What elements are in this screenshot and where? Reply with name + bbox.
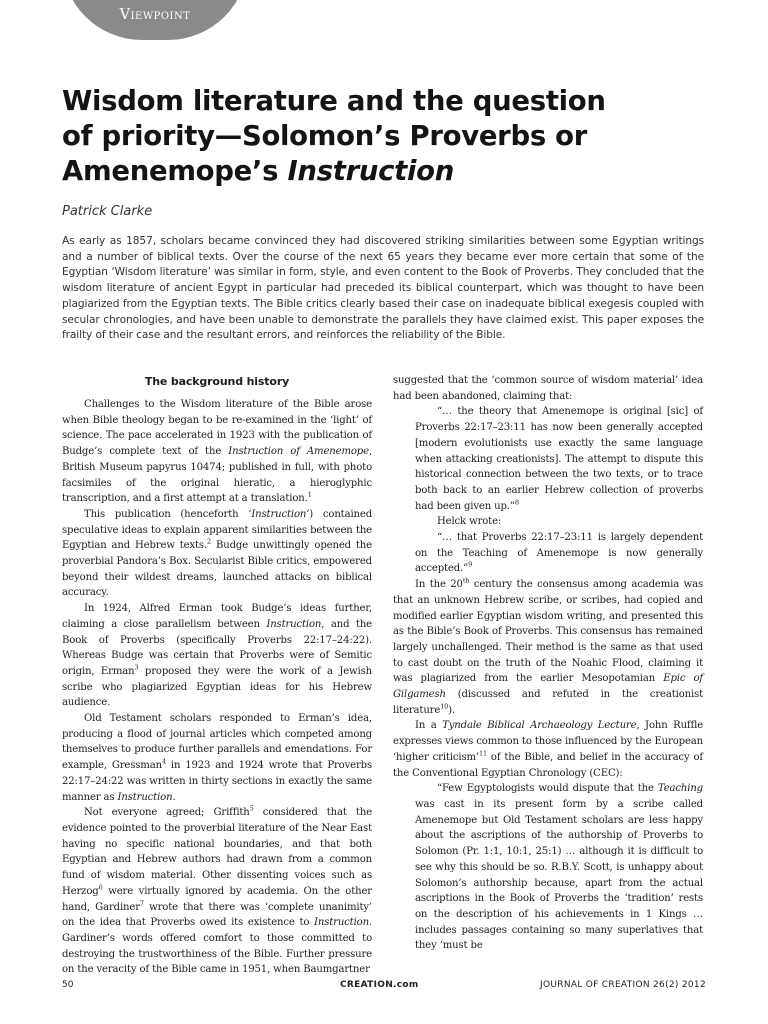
footnote-ref: 4	[161, 757, 166, 766]
section-heading: The background history	[144, 375, 290, 388]
body-column-left	[62, 373, 372, 978]
section-tab-label: Viewpoint	[119, 7, 191, 23]
paragraph: Not everyone agreed; Griffith$^5$ considered that the evidence pointed to the proverbial literature of the Near East having no specific national boundaries, and that both Egyptian and Hebrew authors had drawn from a common fund of wisdom material. Other dissenting voices such as Herzog$^6$ were virtually ignored by academia. On the other hand, Gardiner$^7$ wrote that there was ‘complete unanimity’ on the idea that Proverbs owed its existence to Instruction. Gardiner’s words offered comfort to those committed to destroying the trustworthiness of the Bible. Further pressure on the veracity of the Bible came in 1951, when Baumgartner	[62, 804, 372, 976]
paragraph: This publication (henceforth ‘Instruction’) contained speculative ideas to explain apparent similarities between the Egyptian and Hebrew texts.$^2$ Budge unwittingly opened the proverbial Pandora’s Box. Secularist Bible critics, empowered beyond their wildest dreams, launched attacks on biblical accuracy.	[62, 508, 373, 599]
title-line-3: Amenemope’s	[62, 155, 288, 187]
paragraph: In the 20th century the consensus among academia was that an unknown Hebrew scribe, or scribes, had copied and modified earlier Egyptian wisdom writing, and presented this as the Bible’s Book of Proverbs. This consensus has remained largely unchallenged. Their method is the same as that used to cast doubt on the truth of the Noahic Flood, claiming it was plagiarized from the earlier Mesopotamian Epic of Gilgamesh (discussed and refuted in the creationist literature$^{10}$).	[393, 576, 704, 716]
article-title	[62, 84, 722, 189]
footnote-ref: 2	[207, 537, 212, 546]
footnote-ref: 11	[478, 749, 487, 758]
author-name: Patrick Clarke	[62, 204, 153, 219]
paragraph: In a Tyndale Biblical Archaeology Lecture, John Ruffle expresses views common to those influenced by the European ‘higher criticism’$^{11}$ of the Bible, and belief in the accuracy of the Conventional Egyptian Chronology (CEC):	[393, 720, 703, 779]
section-tab	[62, 0, 248, 40]
paragraph: suggested that the ‘common source of wisdom material’ idea had been abandoned, claiming that:	[393, 375, 703, 402]
site-name: CREATION.com	[340, 980, 419, 990]
paragraph: Challenges to the Wisdom literature of the Bible arose when Bible theology began to be re-examined in the ‘light’ of science. The pace accelerated in 1923 with the publication of Budge’s complete text of the Instruction of Amenemope, British Museum papyrus 10474; published in full, with photo facsimiles of the original hieratic, a hieroglyphic transcription, and a first attempt at a translation.$^1$	[62, 399, 372, 505]
paragraph: In 1924, Alfred Erman took Budge’s ideas further, claiming a close parallelism between Instruction, and the Book of Proverbs (specifically Proverbs 22:17–24:22). Whereas Budge was certain that Proverbs were of Semitic origin, Erman$^3$ proposed they were the work of a Jewish scribe who plagiarized Egyptian ideas for his Hebrew audience.	[62, 603, 372, 709]
body-column-right	[393, 373, 703, 954]
footnote-ref: 5	[249, 804, 254, 813]
footnote-ref: 1	[307, 490, 312, 499]
footnote-ref: 9	[468, 561, 473, 570]
block-quote: “… that Proverbs 22:17–23:11 is largely dependent on the Teaching of Amenemope is now generally accepted.”$^9$	[415, 532, 703, 575]
title-line-2: of priority—Solomon’s Proverbs or	[62, 120, 588, 152]
footnote-ref: 8	[514, 498, 519, 507]
block-quote: “… the theory that Amenemope is original [sic] of Proverbs 22:17–23:11 has now been generally accepted [modern evolutionists use exactly the same language when attacking creationists]. The attempt to dispute this historical connection between the two texts, or to trace both back to an earlier Hebrew collection of proverbs had been given up.”$^8$	[415, 406, 703, 512]
footnote-ref: 10	[440, 702, 449, 711]
footnote-ref: 6	[98, 883, 103, 892]
superscript: th	[462, 576, 470, 585]
title-line-1: Wisdom literature and the question	[62, 85, 606, 117]
footnote-ref: 7	[139, 899, 144, 908]
block-quote: “Few Egyptologists would dispute that the Teaching was cast in its present form by a scribe called Amenemope but Old Testament scholars are less happy about the ascriptions of the authorship of Proverbs to Solomon (Pr. 1:1, 10:1, 25:1) … although it is difficult to see why this should be so. R.B.Y. Scott, is unhappy about Solomon’s authorship because, apart from the actual ascriptions in the Book of Proverbs the ‘tradition’ rests on the description of his achievements in 1 Kings … includes passages containing so many superlatives that they ‘must be	[415, 783, 703, 952]
paragraph: Old Testament scholars responded to Erman’s idea, producing a flood of journal articles which competed among themselves to produce further parallels and emendations. For example, Gressman$^4$ in 1923 and 1924 wrote that Proverbs 22:17–24:22 was written in thirty sections in exactly the same manner as Instruction.	[62, 713, 372, 803]
journal-citation: JOURNAL OF CREATION 26(2) 2012	[540, 980, 706, 990]
paragraph: Helck wrote:	[437, 516, 502, 528]
abstract: As early as 1857, scholars became convinced they had discovered striking similarities between some Egyptian writings and a number of biblical texts. Over the course of the next 65 years they became ever more certain that some of the Egyptian ‘Wisdom literature’ was similar in form, style, and even content to the Book of Proverbs. They concluded that the wisdom literature of ancient Egypt in particular had preceded its biblical counterpart, which was thought to have been plagiarized from the Egyptian texts. The Bible critics clearly based their case on inadequate biblical exegesis coupled with secular chronologies, and have been unable to demonstrate the parallels they have claimed exist. This paper exposes the frailty of their case and the resultant errors, and reinforces the reliability of the Bible.	[62, 235, 704, 342]
title-line-3-italic: Instruction	[287, 155, 455, 187]
page-footer	[62, 980, 706, 994]
page-number: 50	[62, 980, 74, 990]
footnote-ref: 3	[134, 663, 139, 672]
